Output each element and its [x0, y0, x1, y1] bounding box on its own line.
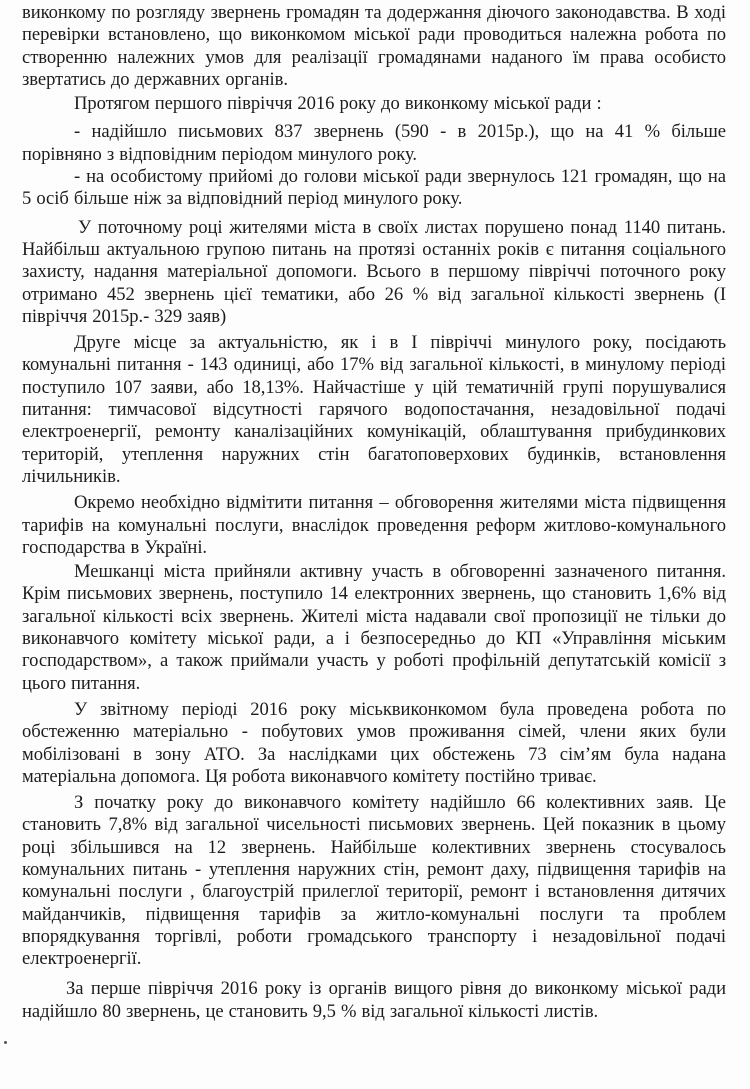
document-body: [22, 2, 726, 1023]
paragraph-collective-appeals: З початку року до виконавчого комітету надійшло 66 колективних заяв. Це становить 7,8% від загальної чисельності письмових звернень. Цей показник в цьому році збільшився на 12 звернень. Найбільше колективних звернень стосувалось комунальних питань - утеплення наружних стін, ремонт даху, підвищення тарифів на комунальні послуги , благоустрій прилеглої території, ремонт і встановлення дитячих майданчиків, підвищення тарифів за житло-комунальні послуги та проблем впорядкування торгівлі, роботи громадського транспорту і незадовільної подачі електроенергії.: [22, 792, 726, 970]
paragraph-personal-reception: - на особистому прийомі до голови міської ради звернулось 121 громадян, що на 5 осіб більше ніж за відповідний період минулого року.: [22, 166, 726, 210]
paragraph-inspection-result: виконкому по розгляду звернень громадян та додержання діючого законодавства. В ході перевірки встановлено, що виконкомом міської ради проводиться належна робота по створенню належних умов для реалізації громадянами наданого їм права особисто звертатись до державних органів.: [22, 2, 726, 90]
paragraph-higher-authorities: За перше півріччя 2016 року із органів вищого рівня до виконкому міської ради надійшло 80 звернень, це становить 9,5 % від загальної кількості листів.: [22, 978, 726, 1022]
paragraph-communal-issues: Друге місце за актуальністю, як і в І півріччі минулого року, посідають комунальні питання - 143 одиниці, або 17% від загальної кількості, в минулому періоді поступило 107 заяви, або 18,13%. Найчастіше у цій тематичній групі порушувалися питання: тимчасової відсутності гарячого водопостачання, незадовільної подачі електроенергії, ремонту каналізаційних комунікацій, облаштування прибудинкових територій, утеплення наружних стін багатоповерхових будинків, встановлення лічильників.: [22, 332, 726, 487]
paragraph-ato-families: У звітному періоді 2016 року міськвиконкомом була проведена робота по обстеженню матеріально - побутових умов проживання сімей, члени яких були мобілізовані в зону АТО. За наслідками цих обстежень 73 сім’ям була надана матеріальна допомога. Ця робота виконавчого комітету постійно триває.: [22, 698, 726, 787]
paragraph-tariff-discussion: Окремо необхідно відмітити питання – обговорення жителями міста підвищення тарифів на комунальні послуги, внаслідок проведення реформ житлово-комунального господарства в Україні.: [22, 492, 726, 558]
scan-speck: [4, 1041, 7, 1044]
paragraph-written-appeals: - надійшло письмових 837 звернень (590 - в 2015р.), що на 41 % більше порівняно з відповідним періодом минулого року.: [22, 121, 726, 165]
paragraph-social-protection: У поточному році жителями міста в своїх листах порушено понад 1140 питань. Найбільш актуальною групою питань на протязі останніх років є питання соціального захисту, надання матеріальної допомоги. Всього в першому півріччі поточного року отримано 452 звернень цієї тематики, або 26 % від загальної кількості звернень (І півріччя 2015р.- 329 заяв): [22, 216, 726, 327]
paragraph-half-year-intro: Протягом першого півріччя 2016 року до виконкому міської ради :: [74, 93, 602, 115]
paragraph-electronic-appeals: Мешканці міста прийняли активну участь в обговоренні зазначеного питання. Крім письмових звернень, поступило 14 електронних звернень, що становить 1,6% від загальної кількості всіх звернень. Жителі міста надавали свої пропозиції не тільки до виконавчого комітету міської ради, а і безпосередньо до КП «Управління міським господарством», а також приймали участь у роботі профільній депутатській комісії з цього питання.: [22, 561, 726, 694]
